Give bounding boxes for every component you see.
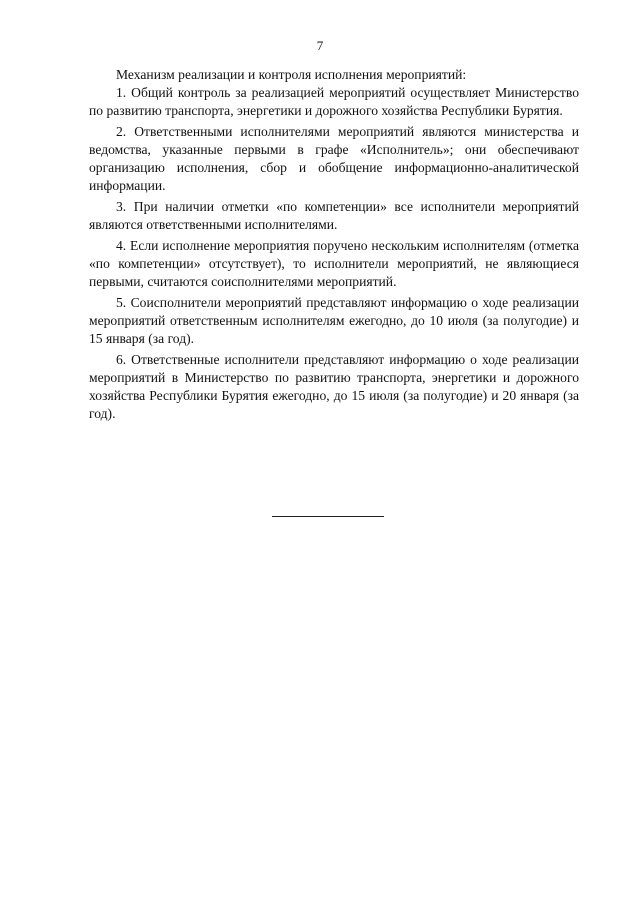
paragraph-6: 6. Ответственные исполнители представляют информацию о ходе реализации мероприятий в Министерство по развитию транспорта, энергетики и дорожного хозяйства Республики Бурятия ежегодно, до 15 июля (за полугодие) и 20 января (за год). <box>89 352 579 421</box>
page-number: 7 <box>316 38 324 53</box>
paragraph-1: 1. Общий контроль за реализацией мероприятий осуществляет Министерство по развитию транспорта, энергетики и дорожного хозяйства Республики Бурятия. <box>89 85 579 118</box>
end-of-document-rule <box>272 516 384 517</box>
paragraph-2: 2. Ответственными исполнителями мероприятий являются министерства и ведомства, указанные первыми в графе «Исполнитель»; они обеспечивают организацию исполнения, сбор и обобщение информационно-аналитической информации. <box>89 124 579 193</box>
paragraph-5: 5. Соисполнители мероприятий представляют информацию о ходе реализации мероприятий ответственным исполнителям ежегодно, до 10 июля (за полугодие) и 15 января (за год). <box>89 295 579 346</box>
paragraph-3: 3. При наличии отметки «по компетенции» все исполнители мероприятий являются ответственными исполнителями. <box>89 199 579 232</box>
document-body <box>89 66 579 426</box>
section-heading: Механизм реализации и контроля исполнения мероприятий: <box>116 67 467 82</box>
paragraph-4: 4. Если исполнение мероприятия поручено нескольким исполнителям (отметка «по компетенции» отсутствует), то исполнители мероприятий, не являющиеся первыми, считаются соисполнителями мероприятий. <box>89 238 579 289</box>
